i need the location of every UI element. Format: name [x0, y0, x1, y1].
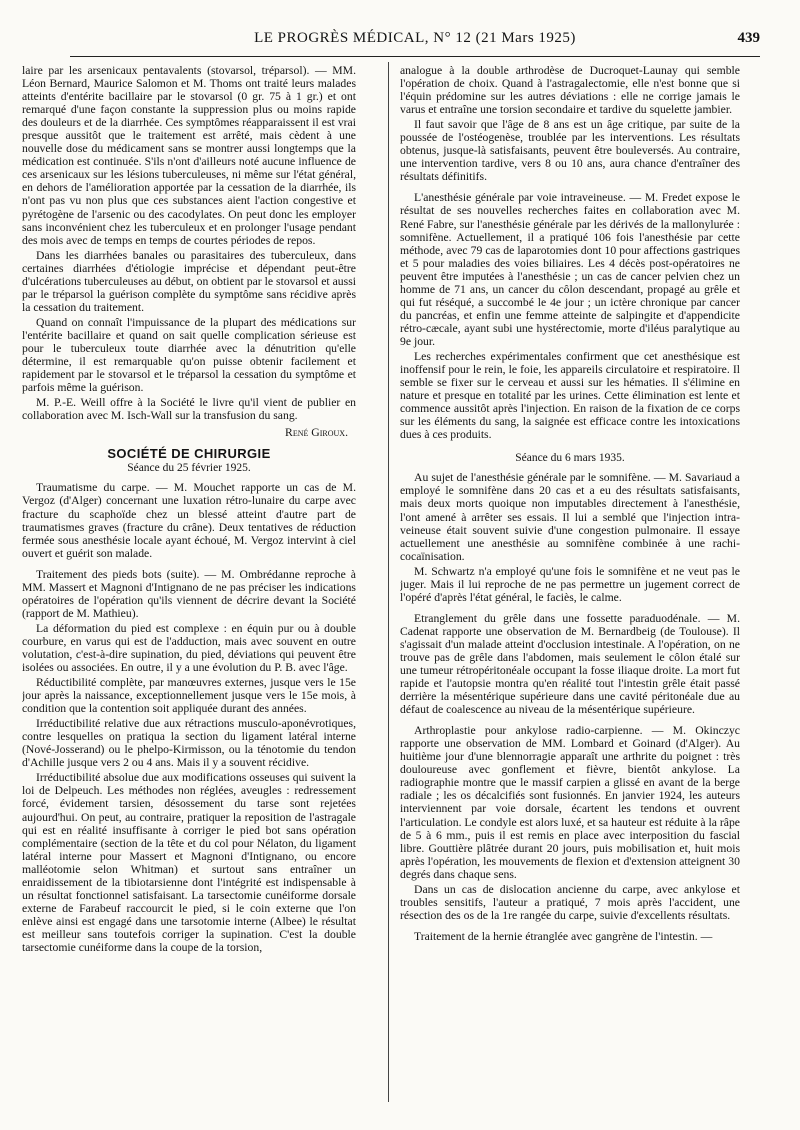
paragraph-schwartz: M. Schwartz n'a employé qu'une fois le somnifène et ne veut pas le juger. Mais il lui reproche de ne pas permettre un jugement correct de l'opéré d'après l'état général, le faciès, le calme. [400, 564, 740, 604]
running-title: LE PROGRÈS MÉDICAL, N° 12 (21 Mars 1925) [254, 30, 576, 46]
section-title: SOCIÉTÉ DE CHIRURGIE [107, 446, 271, 462]
paragraph-anesthesie-intraveineuse: L'anesthésie générale par voie intraveineuse. — M. Fredet expose le résultat de ses nouvelles recherches faites en collaboration avec M. René Fabre, sur l'anesthésie générale par les dérivés de la mallonylurée : somnifène. Actuellement, il a pratiqué 106 fois l'anesthésie par cette méthode, avec 79 cas de laparotomies dont 10 pour affections gastriques et 5 pour maladies des voies biliaires. Les 4 décès post-opératoires ne peuvent être imputées à l'anesthésie ; un cas de cancer pelvien chez un homme de 71 ans, un cancer du côlon descendant, propagé au grêle et qui fut réséqué, a succombé le 4e jour ; un ictère chronique par cancer du pancréas, et enfin une femme atteinte de salpingite et d'appendicite rétro-cæcale, ayant subi une hystérectomie, morte d'iléus paralytique au 9e jour. [400, 191, 740, 348]
header-rule [70, 56, 760, 57]
paragraph-irreductibilite-relative: Irréductibilité relative due aux rétractions musculo-aponévrotiques, contre lesquelles on pratiqua la section du ligament latéral interne (Nové-Josserand) ou le phelpo-Kirmisson, ou la ténotomie du tendon d'Achille jusque vers 2 ou 4 ans. Mais il y a souvent récidive. [22, 717, 356, 770]
author-signature: René Giroux. [285, 426, 348, 440]
page-number: 439 [737, 30, 760, 46]
paragraph-dislocation: Dans un cas de dislocation ancienne du carpe, avec ankylose et troubles sensitifs, l'auteur a pratiqué, 7 mois après l'accident, une résection des os de la 1re rangée du carpe, suivie d'excellents résultats. [400, 882, 740, 922]
column-divider [388, 62, 389, 1102]
paragraph-age-critique: Il faut savoir que l'âge de 8 ans est un âge critique, par suite de la poussée de l'ostéogenèse, troublée par les interventions. Les résultats obtenus, jusque-là satisfaisants, peuvent être bouleversés. Au contraire, une intervention tardive, vers 8 ou 10 ans, aura chance d'entraîner des résultats définitifs. [400, 118, 740, 184]
paragraph-impuissance: Quand on connaît l'impuissance de la plupart des médications sur l'entérite bacillaire et quand on sait quelle complication sérieuse est pour le tuberculeux toute diarrhée avec la dénutrition qu'elle détermine, il est remarquable qu'on puisse obtenir facilement et rapidement par le stovarsol et le tréparsol la cessation du symptôme et parfois même la guérison. [22, 315, 356, 395]
paragraph-pieds-bots: Traitement des pieds bots (suite). — M. Ombrédanne reproche à MM. Massert et Magnoni d'Intignano de ne pas préciser les indications opératoires de l'opération qu'ils viennent de décrire devant la Société (rapport de M. Mathieu). [22, 567, 356, 620]
paragraph-arsenicaux: laire par les arsenicaux pentavalents (stovarsol, tréparsol). — MM. Léon Bernard, Maurice Salomon et M. Thoms ont traité leurs malades atteints d'entérite bacillaire par le stovarsol (0 gr. 75 à 1 gr.) et ont remarqué d'une façon constante la suppression plus ou moins rapide des douleurs et de la diarrhée. Ces symptômes réapparaissent il est vrai presque aussitôt que le traitement est arrêté, mais cèdent à une nouvelle dose du médicament sans se montrer aussi longtemps que la médication est continuée. S'ils n'ont d'ailleurs noté aucune influence de ces arsenicaux sur les lésions tuberculeuses, ni même sur l'état général, en dehors de l'amélioration apportée par la cessation de la diarrhée, ils n'ont pas vu non plus que ces substances aient l'action congestive et pyrétogène de l'arsenic ou des cacodylates. On peut donc les employer sans inconvénient chez les tuberculeux et en prolonger l'usage pendant des mois avec de temps en temps de courtes périodes de repos. [22, 64, 356, 247]
right-column [400, 64, 740, 1104]
paragraph-hernie: Traitement de la hernie étranglée avec gangrène de l'intestin. — [414, 929, 713, 943]
paragraph-somnifene: Au sujet de l'anesthésie générale par le somnifène. — M. Savariaud a employé le somnifène dans 20 cas et a eu des résultats satisfaisants, mais deux morts quoique non imputables directement à l'anesthésie, l'ont amené à arrêter ses essais. Il lui a semblé que l'injection intra-veineuse était souvent suivie d'une congestion pulmonaire. Il essaye actuellement une anesthésie au somnifène combinée à une rachi-cocaïnisation. [400, 471, 740, 563]
paragraph-traumatisme-carpe: Traumatisme du carpe. — M. Mouchet rapporte un cas de M. Vergoz (d'Alger) concernant une luxation rétro-lunaire du carpe avec fracture du scaphoïde chez un blessé atteint d'autre part de traumatismes graves (fracture du crâne). Deux tentatives de réduction fermée sous anesthésie locale ayant échoué, M. Vergoz intervint à ciel ouvert et guérit son malade. [22, 481, 356, 560]
left-column [22, 64, 356, 1104]
paragraph-arthroplastie: Arthroplastie pour ankylose radio-carpienne. — M. Okinczyc rapporte une observation de MM. Lombard et Goinard (d'Alger). Au huitième jour d'une blennorragie apparaît une arthrite du poignet : très douloureuse avec gonflement et fièvre, bientôt ankylose. La radiographie montre que le massif carpien a glissé en avant de la berge radiale ; les os décalcifiés sont fusionnés. En janvier 1924, les auteurs interviennent par voie dorsale, écartent les tendons et ouvrent l'articulation. Le condyle est alors luxé, et sa hauteur est réduite à la râpe de 5 à 6 mm., puis il est remis en place avec interposition du fascial libre. Gouttière plâtrée durant 20 jours, puis mobilisation et, huit mois après l'opération, les mouvements de flexion et d'extension atteignent 30 degrés dans chaque sens. [400, 724, 740, 881]
paragraph-double-arthrodese: analogue à la double arthrodèse de Ducroquet-Launay qui semble l'opération de choix. Quand à l'astragalectomie, elle n'est bonne que si l'équin prédomine sur les autres déviations : elle ne corrige jamais le varus et entraîne une torsion secondaire et tardive du squelette jambier. [400, 64, 740, 117]
paragraph-irreductibilite-absolue: Irréductibilité absolue due aux modifications osseuses qui suivent la loi de Delpeuch. Les méthodes non réglées, aveugles : redressement forcé, évidement tarsien, désossement du tarse sont rejetées aujourd'hui. On peut, au contraire, pratiquer la reposition de l'astragale qui est en réalité insuffisante à corriger le pied bot sans opération complémentaire (section de la tête et du col pour Nélaton, du ligament latéral interne pour Massert et Magnoni d'Intignano, ou encore malléotomie selon Whitman) et surtout sans entraîner un enraidissement de la tibiotarsienne dont l'intégrité est indispensable à un résultat fonctionnel satisfaisant. La tarsectomie cunéiforme dorsale externe de Farabeuf raccourcit le pied, si le coin externe que l'on enlève ainsi est engagé dans une tarsotomie interne (Albee) le résultat est meilleur sans toutefois corriger la supination. C'est la double tarsectomie cunéiforme dans la coupe de la torsion, [22, 771, 356, 954]
paragraph-diarrhees: Dans les diarrhées banales ou parasitaires des tuberculeux, dans certaines diarrhées d'étiologie imprécise et dépendant peut-être d'ulcérations tuberculeuses au début, on obtient par le stovarsol et aussi par le tréparsol la guérison complète du symptôme sans récidive après la cessation du traitement. [22, 248, 356, 314]
seance-date-2: Séance du 6 mars 1935. [515, 452, 625, 465]
seance-date: Séance du 25 février 1925. [127, 462, 251, 475]
page-header [70, 30, 760, 50]
paragraph-weill: M. P.-E. Weill offre à la Société le livre qu'il vient de publier en collaboration avec M. Isch-Wall sur la transfusion du sang. [22, 396, 356, 423]
paragraph-etranglement: Etranglement du grêle dans une fossette paraduodénale. — M. Cadenat rapporte une observation de M. Bernardbeig (de Toulouse). Il s'agissait d'un malade atteint d'occlusion intestinale. A l'opération, on ne trouve pas de grêle dans l'abdomen, mais seulement le côlon étalé sur une tumeur rétropéritonéale occupant la fosse iliaque droite. La mort fut rapide et l'autopsie montra qu'en réalité tout l'intestin grêle était passé derrière la mésentérique supérieure dans une cavité péritonéale due au défaut de coalescence au niveau de la mésentérique supérieure. [400, 611, 740, 717]
paragraph-reductibilite: Réductibilité complète, par manœuvres externes, jusque vers le 15e jour après la naissance, exceptionnellement jusque vers le 15e mois, à condition que la contention soit appliquée durant des années. [22, 676, 356, 716]
paragraph-deformation: La déformation du pied est complexe : en équin pur ou à double courbure, en varus qui est de l'adduction, mais avec souvent en outre volutation, c'est-à-dire supination, du pied, déviations qui peuvent être isolées ou associées. En outre, il y a une évolution du P. B. avec l'âge. [22, 621, 356, 675]
paragraph-recherches: Les recherches expérimentales confirment que cet anesthésique est inoffensif pour le rein, le foie, les appareils circulatoire et respiratoire. Il semble se fixer sur le cerveau et aussi sur les hématies. Il s'élimine en nature et presque en totalité par les urines. Cette élimination est lente et commence aussitôt après l'injection. En raison de la fixation de ce corps sur les éléments du sang, la saignée est efficace contre les intoxications dues à ces produits. [400, 349, 740, 442]
